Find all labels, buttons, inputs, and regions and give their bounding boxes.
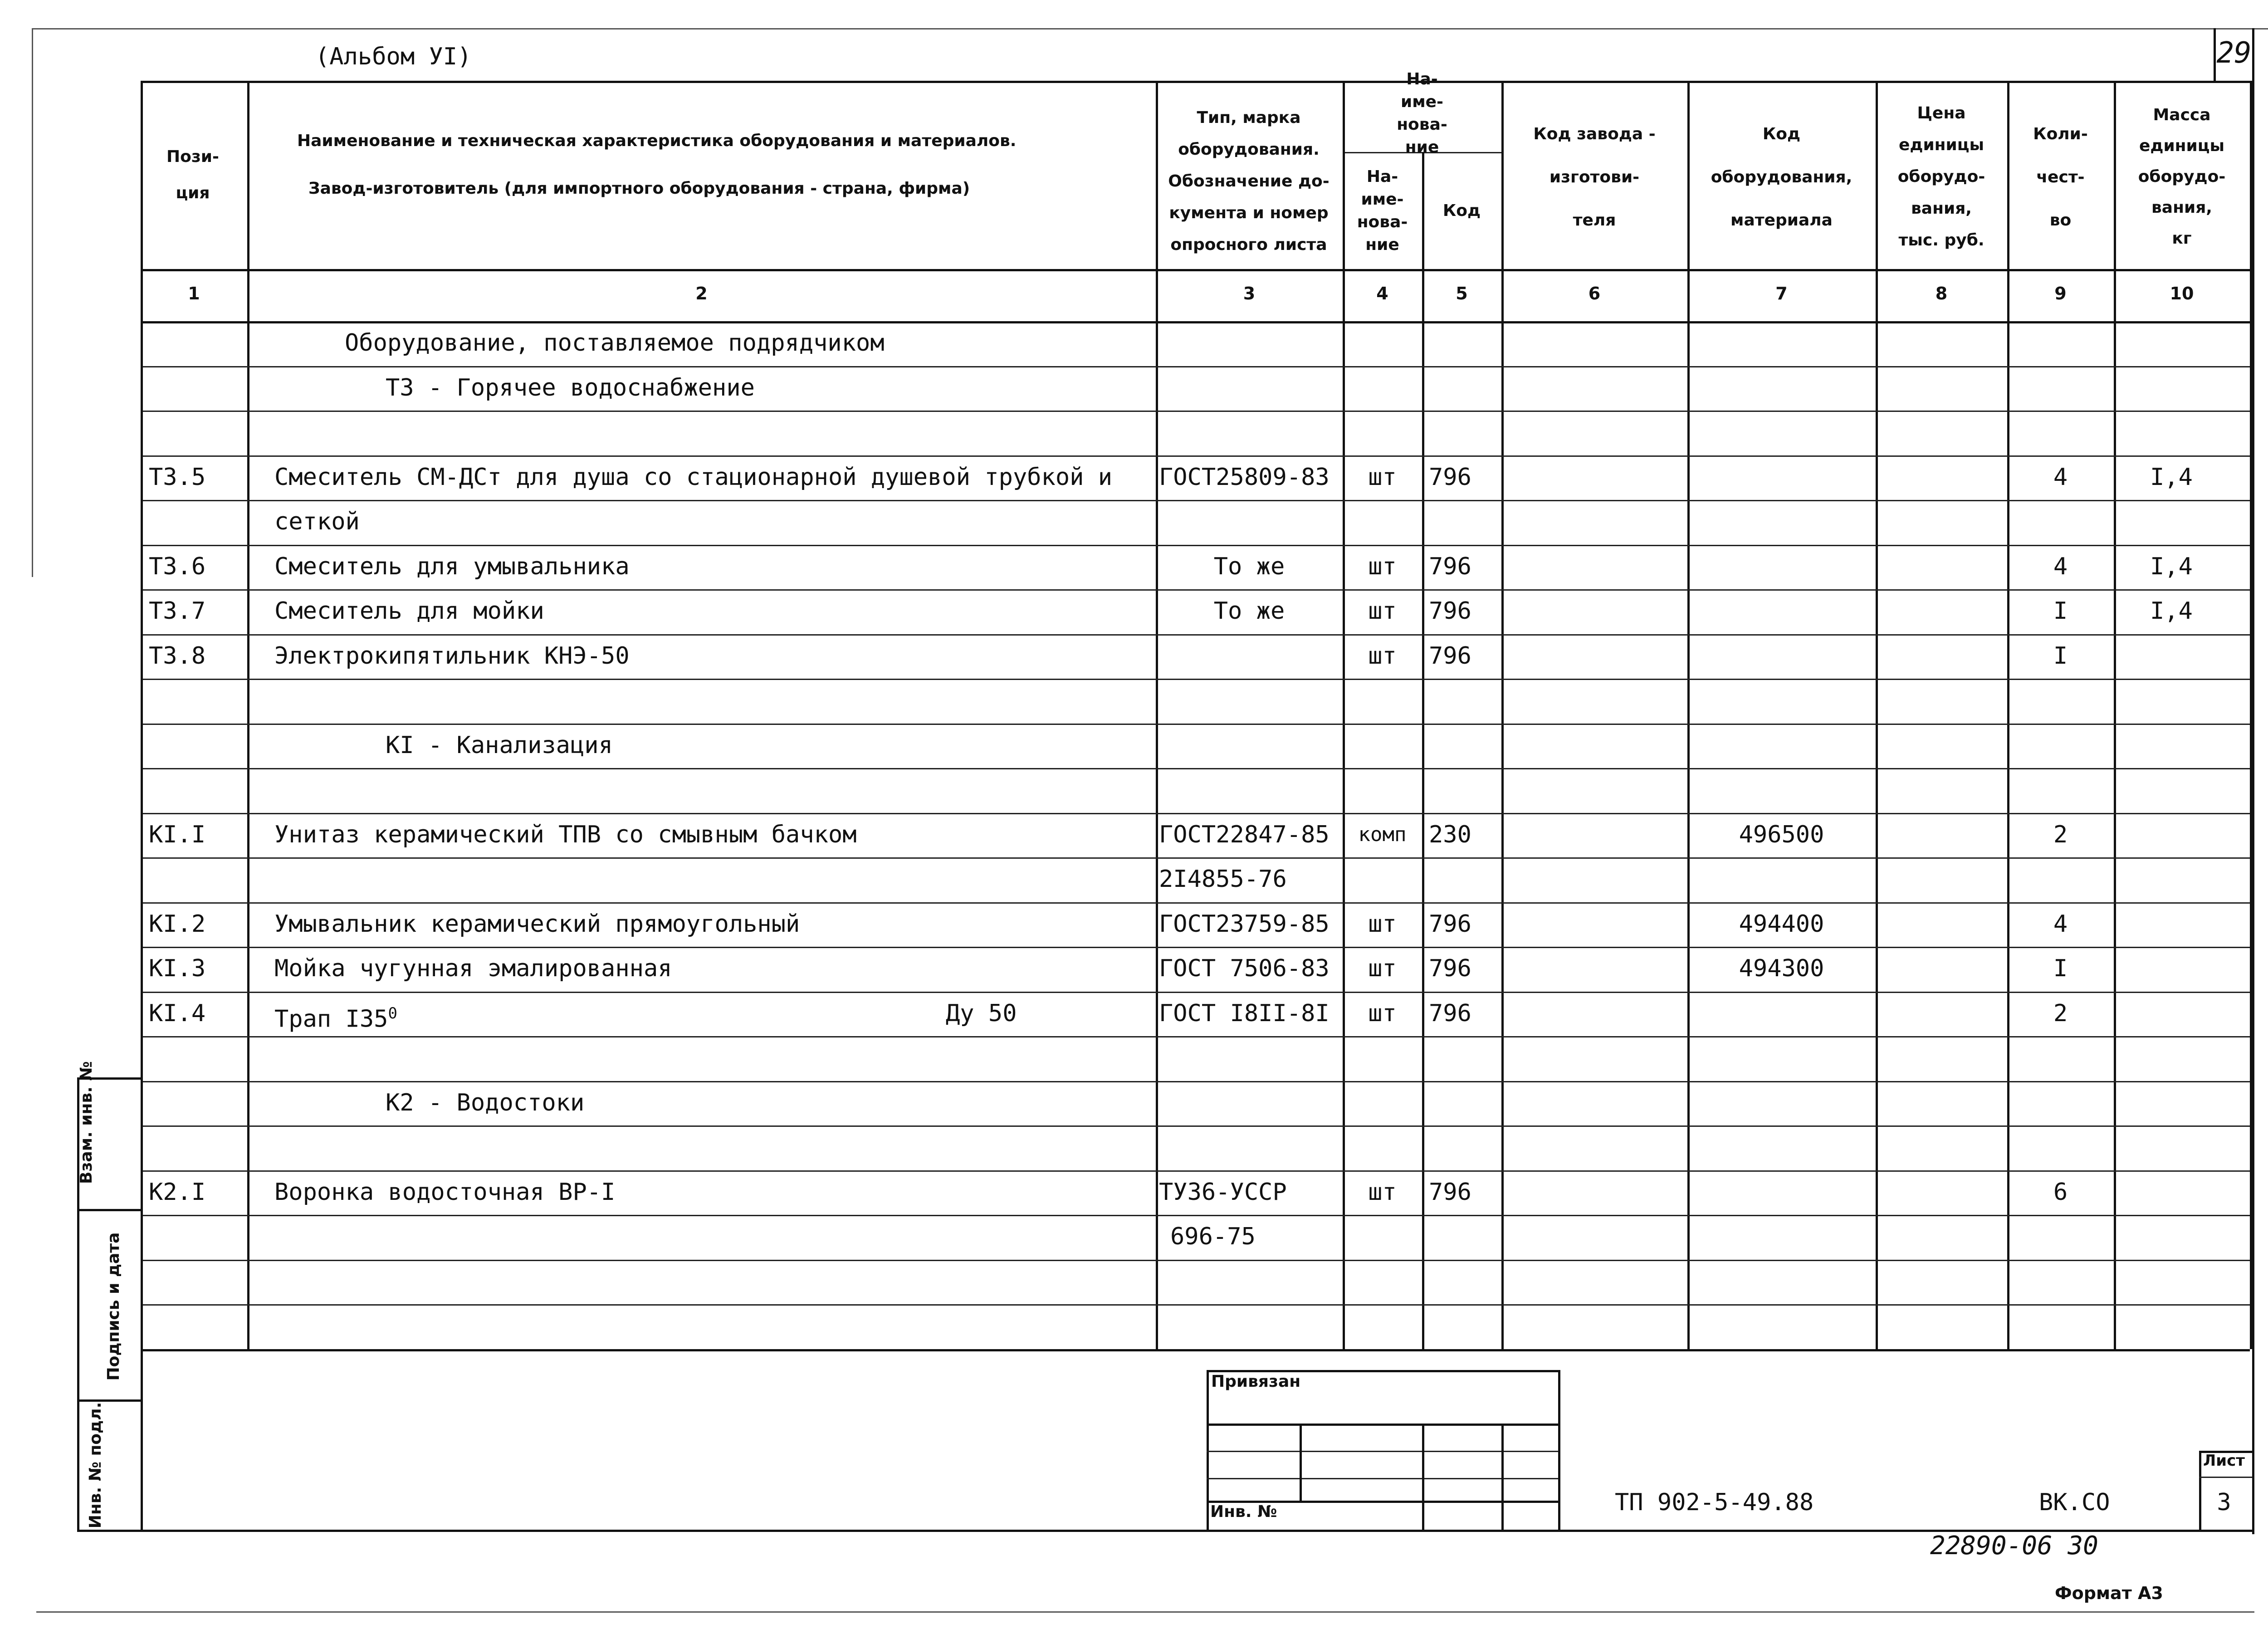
header-mass: Масса единицы оборудо- вания, кг	[2138, 106, 2226, 248]
row-line	[141, 366, 2250, 367]
cell-qty: 2	[2053, 821, 2068, 848]
row-line	[141, 813, 2250, 814]
cell-unit: комп	[1358, 822, 1407, 846]
cell-pos: Т3.6	[149, 553, 206, 580]
header-name-line2: Завод-изготовитель (для импортного оборудования - страна, фирма)	[308, 179, 970, 198]
row-line	[141, 634, 2250, 636]
row-line	[141, 768, 2250, 769]
cell-code: 796	[1429, 1178, 1471, 1206]
cell-unit: шт	[1368, 463, 1397, 491]
cell-name: Воронка водосточная ВР-I	[274, 1178, 616, 1206]
column-number-3: 3	[1243, 284, 1256, 303]
cell-name: К2 - Водостоки	[386, 1089, 585, 1116]
column-number-6: 6	[1588, 284, 1601, 303]
table-bottom-line	[141, 1349, 2250, 1351]
cell-pos: Т3.5	[149, 463, 206, 491]
header-name-line1: Наименование и техническая характеристика оборудования и материалов.	[297, 132, 1017, 150]
cell-name: Мойка чугунная эмалированная	[274, 955, 672, 982]
cell-doc: ГОСТ22847-85	[1159, 821, 1330, 848]
cell-unit: шт	[1368, 553, 1397, 580]
column-number-1: 1	[188, 284, 200, 303]
row-line	[141, 1260, 2250, 1261]
cell-name: Смеситель для умывальника	[274, 553, 630, 580]
row-line	[141, 1081, 2250, 1082]
page-number: 29	[2216, 36, 2252, 70]
column-line-7	[1876, 81, 1878, 1349]
stamp-code: ВК.СО	[2039, 1489, 2110, 1516]
cell-pos: КI.4	[149, 999, 206, 1027]
row-line	[141, 589, 2250, 591]
column-number-7: 7	[1775, 284, 1788, 303]
row-line	[141, 679, 2250, 680]
cell-doc: ГОСТ 7506-83	[1159, 955, 1330, 982]
side-strip-div1	[77, 1209, 141, 1211]
row-line	[141, 1170, 2250, 1172]
cell-qty: 2	[2053, 999, 2068, 1027]
cell-mass: I,4	[2150, 597, 2193, 625]
header-price: Цена единицы оборудо- вания, тыс. руб.	[1897, 104, 1985, 250]
row-line	[141, 857, 2250, 859]
cell-code: 796	[1429, 642, 1471, 670]
cell-code: 796	[1429, 597, 1471, 625]
column-line-4	[1422, 152, 1424, 1349]
cell-mass: I,4	[2150, 553, 2193, 580]
row-line	[141, 1215, 2250, 1216]
cell-code: 796	[1429, 955, 1471, 982]
stamp-block-col2	[1422, 1424, 1424, 1530]
cell-mat: 494400	[1739, 910, 1824, 938]
column-line-6	[1687, 81, 1690, 1349]
cell-qty: I	[2053, 642, 2068, 670]
row-line	[141, 1304, 2250, 1306]
stamp-bottom-line	[77, 1530, 2252, 1532]
column-number-2: 2	[695, 284, 708, 303]
colnum-bottom-line	[141, 321, 2250, 323]
cell-unit: шт	[1368, 955, 1397, 982]
row-line	[141, 500, 2250, 501]
cell-doc: 696-75	[1170, 1223, 1256, 1250]
stamp-inv-no: Инв. №	[1210, 1502, 1277, 1521]
row-line	[141, 1125, 2250, 1127]
header-unit-group: На- име- нова- ние	[1397, 70, 1447, 157]
stamp-block-right	[1558, 1370, 1560, 1530]
cell-name: сеткой	[274, 508, 360, 535]
stamp-privyazan: Привязан	[1211, 1372, 1301, 1391]
stamp-block-col3	[1501, 1424, 1504, 1530]
cell-name: Электрокипятильник КНЭ-50	[274, 642, 630, 670]
header-unit-name: На- име- нова- ние	[1357, 167, 1408, 254]
cell-code: 796	[1429, 463, 1471, 491]
stamp-block-row1	[1207, 1424, 1558, 1426]
column-line-5	[1501, 81, 1504, 1349]
cell-unit: шт	[1368, 1178, 1397, 1206]
cell-name: Смеситель для мойки	[274, 597, 544, 625]
stamp-block-row3	[1207, 1478, 1558, 1479]
cell-unit: шт	[1368, 999, 1397, 1027]
stamp-list-label: Лист	[2203, 1452, 2245, 1470]
header-position: Пози- ция	[166, 147, 219, 202]
cell-doc: 2I4855-76	[1159, 866, 1287, 893]
row-line	[141, 947, 2250, 948]
row-line	[141, 992, 2250, 993]
cell-pos: Т3.7	[149, 597, 206, 625]
row-line	[141, 724, 2250, 725]
column-line-1	[247, 81, 249, 1349]
column-line-10	[2250, 81, 2252, 1349]
cell-pos: Т3.8	[149, 642, 206, 670]
format-label: Формат А3	[2055, 1583, 2163, 1603]
cell-code: 796	[1429, 553, 1471, 580]
stamp-block-left	[1207, 1370, 1209, 1530]
cell-name: Т3 - Горячее водоснабжение	[386, 374, 755, 401]
table-top-line	[141, 81, 2250, 83]
cell-qty: 4	[2053, 553, 2068, 580]
cell-name: КI - Канализация	[386, 731, 613, 759]
side-label-inv-vzam: Взам. инв. №	[77, 1061, 96, 1184]
cell-name: Унитаз керамический ТПВ со смывным бачком	[274, 821, 857, 848]
cell-doc: ГОСТ25809-83	[1159, 463, 1330, 491]
cell-doc: ГОСТ I8II-8I	[1159, 999, 1330, 1027]
column-line-9	[2114, 81, 2116, 1349]
album-label: (Альбом УI)	[315, 43, 472, 70]
stamp-block-row2	[1207, 1451, 1558, 1452]
cell-name_right: Ду 50	[946, 999, 1017, 1027]
stamp-designation: ТП 902-5-49.88	[1615, 1489, 1814, 1516]
cell-name: Смеситель СМ-ДСт для душа со стационарной душевой трубкой и	[274, 463, 1113, 491]
cell-doc: То же	[1213, 597, 1285, 625]
degree-superscript: 0	[388, 1004, 397, 1022]
stamp-block-col1	[1300, 1424, 1302, 1501]
cell-qty: 4	[2053, 463, 2068, 491]
row-line	[141, 545, 2250, 546]
row-line	[141, 902, 2250, 904]
cell-doc: ГОСТ23759-85	[1159, 910, 1330, 938]
frame-top	[32, 28, 2268, 29]
cell-mass: I,4	[2150, 463, 2193, 491]
handwritten-number: 22890-06 30	[1930, 1531, 2098, 1561]
row-line	[141, 455, 2250, 457]
cell-name: Умывальник керамический прямоугольный	[274, 910, 800, 938]
cell-unit: шт	[1368, 910, 1397, 938]
cell-code: 796	[1429, 999, 1471, 1027]
header-factory-code: Код завода - изготови- теля	[1533, 124, 1656, 230]
column-line-8	[2007, 81, 2009, 1349]
row-line	[141, 411, 2250, 412]
cell-doc: То же	[1213, 553, 1285, 580]
column-number-9: 9	[2054, 284, 2067, 303]
cell-unit: шт	[1368, 597, 1397, 625]
column-number-8: 8	[1935, 284, 1948, 303]
cell-pos: КI.3	[149, 955, 206, 982]
column-number-10: 10	[2170, 284, 2194, 303]
cell-name: Оборудование, поставляемое подрядчиком	[345, 329, 885, 357]
header-material-code: Код оборудования, материала	[1711, 124, 1853, 230]
cell-qty: 4	[2053, 910, 2068, 938]
cell-qty: 6	[2053, 1178, 2068, 1206]
cell-code: 230	[1429, 821, 1471, 848]
frame-right	[2252, 28, 2254, 1534]
cell-name: Трап $I35^0$	[274, 1004, 397, 1032]
stamp-list-value: 3	[2217, 1489, 2231, 1516]
frame-bottom-outer	[36, 1611, 2254, 1613]
column-line-3	[1343, 81, 1345, 1349]
header-unit-code: Код	[1442, 201, 1481, 220]
cell-qty: I	[2053, 597, 2068, 625]
frame-left	[32, 28, 33, 577]
cell-pos: КI.I	[149, 821, 206, 848]
row-line	[141, 1036, 2250, 1037]
list-box-mid	[2199, 1477, 2252, 1478]
cell-qty: I	[2053, 955, 2068, 982]
column-number-4: 4	[1376, 284, 1388, 303]
cell-mat: 494300	[1739, 955, 1824, 982]
cell-unit: шт	[1368, 642, 1397, 670]
header-type: Тип, марка оборудования. Обозначение до- кумента и номер опросного листа	[1168, 108, 1330, 254]
column-number-5: 5	[1456, 284, 1468, 303]
cell-doc: ТУ36-УССР	[1159, 1178, 1287, 1206]
side-label-inv-podl: Инв. № подл.	[86, 1402, 105, 1529]
side-label-podpis: Подпись и дата	[104, 1232, 123, 1381]
cell-pos: КI.2	[149, 910, 206, 938]
cell-code: 796	[1429, 910, 1471, 938]
cell-mat: 496500	[1739, 821, 1824, 848]
header-qty: Коли- чест- во	[2033, 124, 2088, 230]
cell-pos: К2.I	[149, 1178, 206, 1206]
